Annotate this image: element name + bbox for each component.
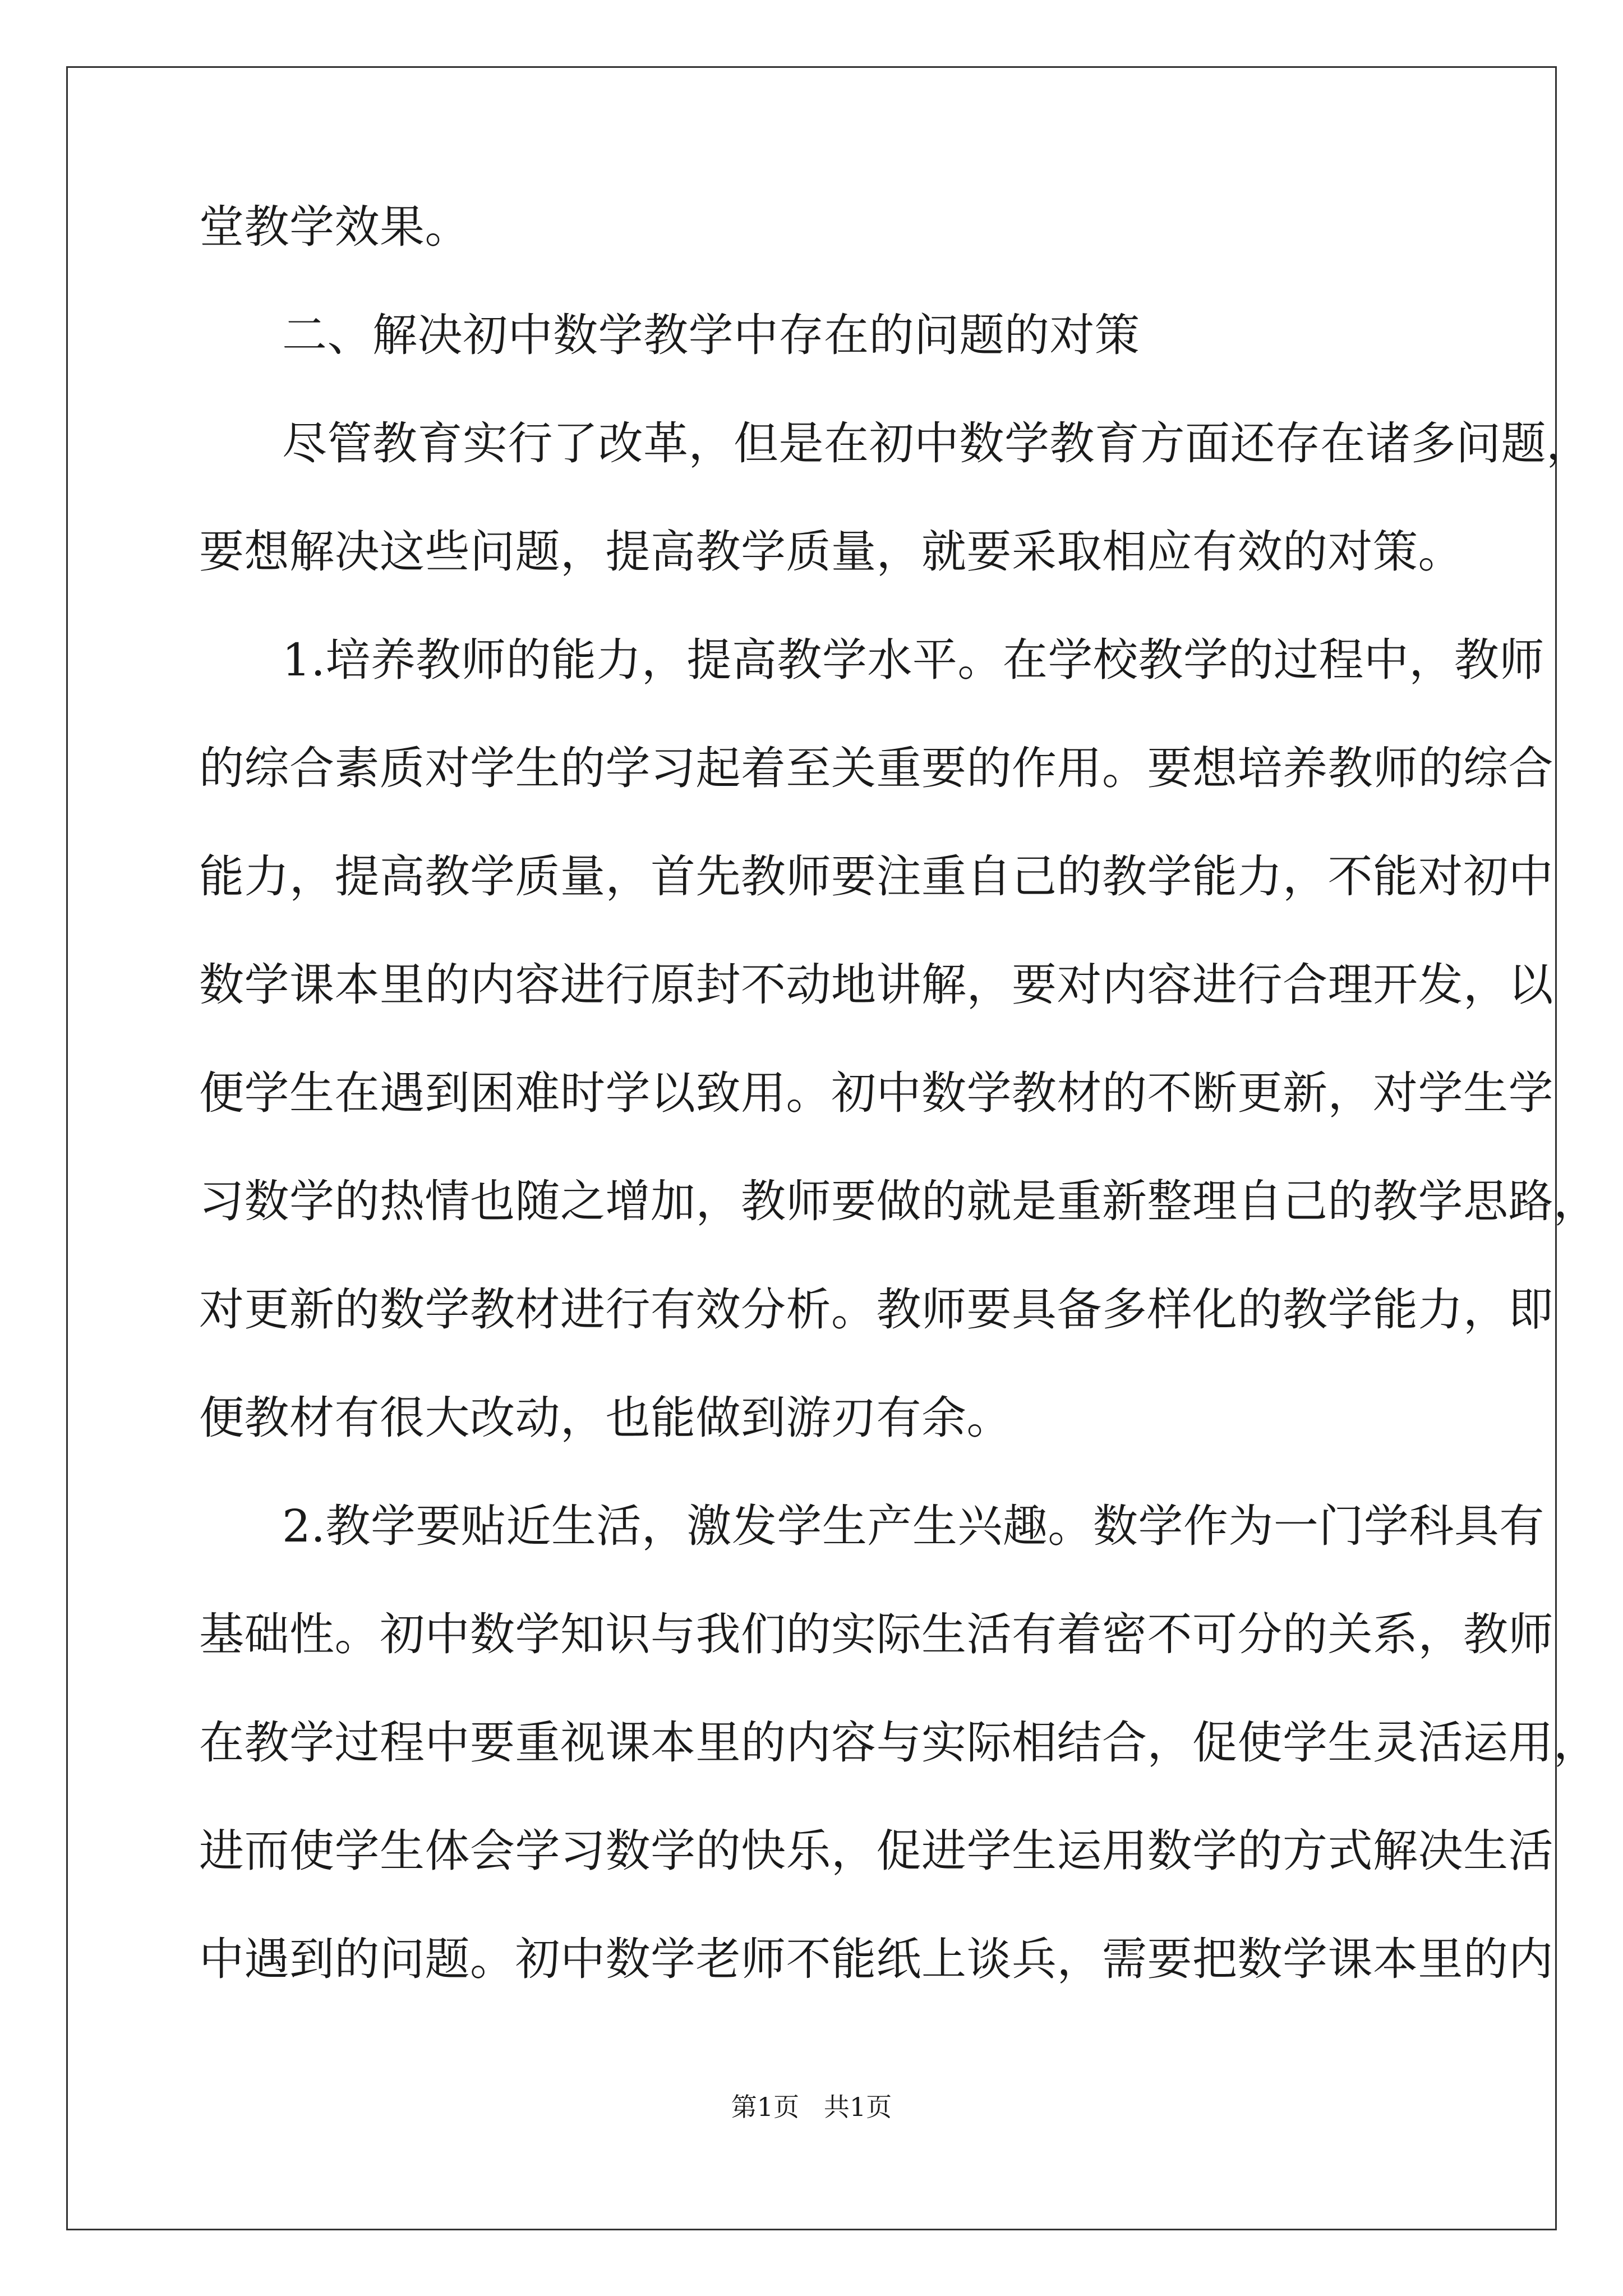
text-line: 尽管教育实行了改革，但是在初中数学教育方面还存在诸多问题， [282,417,1592,470]
page-border [66,66,1599,2230]
text-line: 1.培养教师的能力，提高教学水平。在学校教学的过程中，教师 [282,634,1544,686]
text-line: 进而使学生体会学习数学的快乐，促进学生运用数学的方式解决生活 [199,1825,1553,1877]
text-line: 堂教学效果。 [199,201,470,253]
text-line: 能力，提高教学质量，首先教师要注重自己的教学能力，不能对初中 [199,850,1553,903]
text-line: 便教材有很大改动，也能做到游刃有余。 [199,1392,1012,1444]
text-line: 的综合素质对学生的学习起着至关重要的作用。要想培养教师的综合 [199,742,1553,794]
text-line: 数学课本里的内容进行原封不动地讲解，要对内容进行合理开发，以 [199,959,1553,1011]
text-line: 在教学过程中要重视课本里的内容与实际相结合，促使学生灵活运用， [199,1717,1599,1769]
page-number-footer: 第1页 共1页 [731,2092,892,2122]
text-line: 要想解决这些问题，提高教学质量，就要采取相应有效的对策。 [199,526,1463,578]
section-heading: 二、解决初中数学教学中存在的问题的对策 [282,309,1140,361]
text-line: 对更新的数学教材进行有效分析。教师要具备多样化的教学能力，即 [199,1283,1553,1336]
text-line: 便学生在遇到困难时学以致用。初中数学教材的不断更新，对学生学 [199,1067,1553,1119]
text-line: 基础性。初中数学知识与我们的实际生活有着密不可分的关系，教师 [199,1608,1553,1660]
text-line: 中遇到的问题。初中数学老师不能纸上谈兵，需要把数学课本里的内 [199,1933,1553,1985]
text-line: 习数学的热情也随之增加，教师要做的就是重新整理自己的教学思路， [199,1175,1599,1227]
text-line: 2.教学要贴近生活，激发学生产生兴趣。数学作为一门学科具有 [282,1500,1544,1552]
